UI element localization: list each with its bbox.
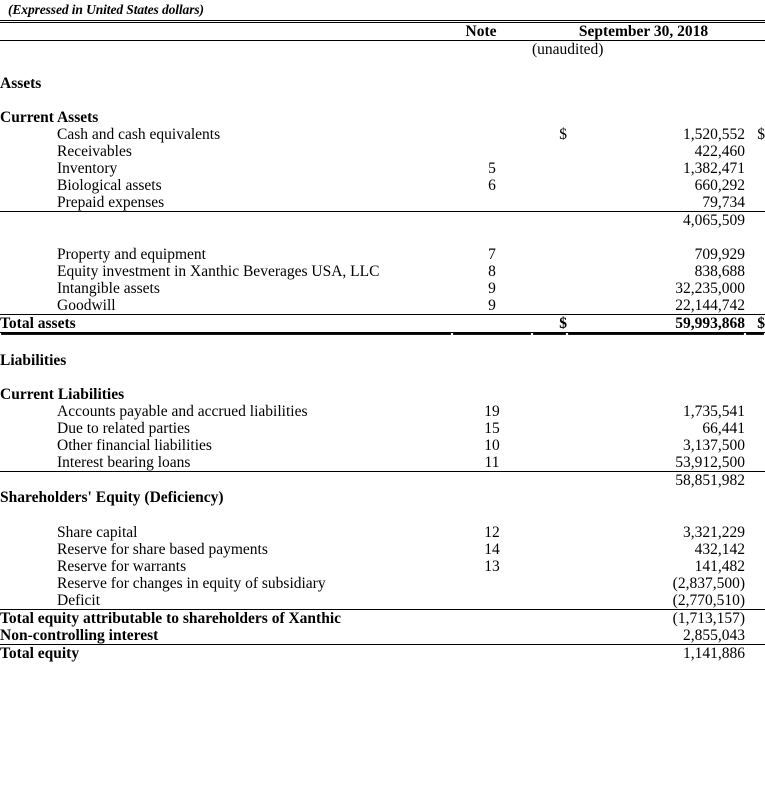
blank	[567, 75, 745, 92]
row-amount: 79,734	[567, 194, 745, 212]
row-note: 8	[488, 263, 496, 280]
row-currency-2: $	[757, 126, 765, 143]
blank	[745, 109, 765, 126]
row-amount: 422,460	[694, 143, 745, 160]
row-amount: 1,735,541	[683, 403, 745, 420]
row-currency-2	[745, 160, 765, 177]
audit-blank-cell	[0, 41, 452, 59]
row-currency	[532, 524, 567, 541]
blank	[452, 75, 532, 92]
blank	[567, 352, 745, 369]
subtotal-label	[0, 212, 452, 230]
total-label: Total equity attributable to shareholders of Xanthic	[0, 610, 342, 627]
row-amount: 53,912,500	[567, 454, 745, 472]
row-label: Inventory	[57, 160, 118, 177]
row-note: 15	[484, 420, 500, 437]
row-label: Intangible assets	[57, 280, 160, 297]
subtotal-amount: 58,851,982	[675, 472, 745, 489]
table-row	[0, 263, 765, 280]
row-currency	[532, 177, 567, 194]
row-currency-2	[745, 403, 765, 420]
section-title: Shareholders' Equity (Deficiency)	[0, 489, 224, 506]
total-note	[452, 315, 532, 333]
blank	[745, 489, 765, 506]
row-note	[452, 575, 532, 592]
row-note: 12	[484, 524, 500, 541]
total-note	[452, 645, 532, 663]
total-row-equity-attributable	[0, 610, 765, 628]
row-label: Other financial liabilities	[57, 437, 212, 454]
subtotal-label	[0, 472, 452, 490]
row-note: 9	[488, 280, 496, 297]
row-currency-2	[745, 263, 765, 280]
row-currency	[532, 437, 567, 454]
row-amount: (2,770,510)	[567, 592, 745, 610]
row-currency	[532, 263, 567, 280]
table-row	[0, 558, 765, 575]
row-label: Cash and cash equivalents	[57, 126, 221, 143]
total-amount: (1,713,157)	[672, 610, 745, 627]
row-note: 14	[484, 541, 500, 558]
table-row	[0, 403, 765, 420]
table-row	[0, 126, 765, 143]
table-row	[0, 177, 765, 194]
subtotal-currency	[532, 472, 567, 490]
spacer	[0, 58, 765, 75]
row-currency	[532, 143, 567, 160]
blank	[567, 489, 745, 506]
subtotal-row-current-assets	[0, 212, 765, 230]
row-currency-2	[745, 177, 765, 194]
section-heading-liabilities	[0, 352, 765, 369]
section-heading-equity	[0, 489, 765, 506]
blank	[745, 75, 765, 92]
subtitle-rule	[0, 20, 765, 21]
row-currency	[532, 575, 567, 592]
total-label: Total assets	[0, 315, 452, 333]
table-row	[0, 280, 765, 297]
row-label: Property and equipment	[57, 246, 206, 263]
row-label: Receivables	[57, 143, 132, 160]
row-currency-2	[745, 420, 765, 437]
row-note	[452, 143, 532, 160]
row-currency	[532, 403, 567, 420]
subtotal-row-current-liabilities	[0, 472, 765, 490]
row-label: Equity investment in Xanthic Beverages USA, LLC	[57, 263, 380, 280]
total-currency	[532, 645, 567, 663]
row-label: Interest bearing loans	[0, 454, 452, 472]
row-amount: 3,321,229	[683, 524, 745, 541]
row-currency-2	[745, 454, 765, 472]
row-amount: 66,441	[702, 420, 745, 437]
spacer	[0, 506, 765, 524]
row-amount: 141,482	[694, 558, 745, 575]
row-note: 10	[484, 437, 500, 454]
row-note: 5	[488, 160, 496, 177]
row-currency	[532, 194, 567, 212]
total-amount: 1,141,886	[683, 645, 745, 662]
total-row-non-controlling-interest	[0, 627, 765, 645]
row-currency-2	[745, 280, 765, 297]
audit-status-row	[0, 41, 765, 59]
total-currency-2	[745, 627, 765, 645]
subtotal-currency-2	[745, 212, 765, 230]
spacer	[0, 333, 765, 353]
row-amount: 660,292	[694, 177, 745, 194]
subtotal-note	[452, 472, 532, 490]
row-amount: 432,142	[694, 541, 745, 558]
audit-note-cell	[452, 41, 532, 59]
spacer	[0, 369, 765, 386]
row-label: Biological assets	[57, 177, 162, 194]
blank	[532, 75, 567, 92]
table-row	[0, 420, 765, 437]
total-currency	[532, 627, 567, 645]
row-amount: 709,929	[694, 246, 745, 263]
subtotal-amount: 4,065,509	[683, 212, 745, 229]
table-row	[0, 437, 765, 454]
total-currency-2: $	[745, 315, 765, 333]
row-label: Reserve for changes in equity of subsidiary	[57, 575, 326, 592]
row-label: Reserve for warrants	[57, 558, 187, 575]
row-label: Prepaid expenses	[0, 194, 452, 212]
row-currency: $	[559, 126, 567, 143]
subsection-heading-current-liabilities	[0, 386, 765, 403]
spacer	[0, 229, 765, 246]
row-note: 7	[488, 246, 496, 263]
row-note	[452, 194, 532, 212]
row-label: Accounts payable and accrued liabilities	[57, 403, 308, 420]
row-currency	[532, 420, 567, 437]
blank	[567, 109, 745, 126]
blank	[532, 386, 567, 403]
table-row	[0, 524, 765, 541]
row-amount: 3,137,500	[683, 437, 745, 454]
row-label: Goodwill	[0, 297, 452, 315]
row-currency-2	[745, 541, 765, 558]
row-currency	[532, 160, 567, 177]
row-currency-2	[745, 592, 765, 610]
blank	[452, 489, 532, 506]
total-currency: $	[532, 315, 567, 333]
total-currency	[532, 610, 567, 628]
row-currency	[532, 541, 567, 558]
total-note	[452, 627, 532, 645]
row-currency-2	[745, 558, 765, 575]
total-label: Non-controlling interest	[0, 627, 452, 645]
blank	[532, 489, 567, 506]
row-note: 11	[452, 454, 532, 472]
row-currency-2	[745, 246, 765, 263]
subtotal-currency-2	[745, 472, 765, 490]
row-note	[452, 592, 532, 610]
blank	[452, 109, 532, 126]
subsection-title: Current Assets	[0, 109, 99, 126]
row-label: Share capital	[57, 524, 138, 541]
total-amount: 59,993,868	[567, 315, 745, 333]
row-label: Deficit	[0, 592, 452, 610]
subsection-title: Current Liabilities	[0, 386, 125, 403]
section-title: Liabilities	[0, 352, 67, 369]
row-note: 13	[484, 558, 500, 575]
row-note: 6	[488, 177, 496, 194]
row-currency	[532, 454, 567, 472]
row-amount: 32,235,000	[675, 280, 745, 297]
total-currency-2	[745, 610, 765, 628]
row-amount: 1,382,471	[683, 160, 745, 177]
table-row	[0, 297, 765, 315]
row-note: 19	[484, 403, 500, 420]
currency-basis-note: (Expressed in United States dollars)	[8, 2, 204, 17]
table-row	[0, 592, 765, 610]
row-amount: 838,688	[694, 263, 745, 280]
blank	[745, 386, 765, 403]
row-currency-2	[745, 575, 765, 592]
total-row-assets	[0, 315, 765, 333]
subsection-heading-current-assets	[0, 109, 765, 126]
row-currency-2	[745, 437, 765, 454]
row-note	[452, 126, 532, 143]
row-currency	[532, 558, 567, 575]
row-currency	[532, 592, 567, 610]
blank	[745, 352, 765, 369]
row-amount: (2,837,500)	[672, 575, 745, 592]
row-currency-2	[745, 143, 765, 160]
row-currency	[532, 280, 567, 297]
blank	[452, 352, 532, 369]
total-note	[452, 610, 532, 628]
blank	[532, 109, 567, 126]
financial-statement-table	[0, 22, 765, 662]
audit-status: (unaudited)	[532, 41, 604, 58]
section-title: Assets	[0, 75, 42, 92]
table-row	[0, 143, 765, 160]
blank	[452, 386, 532, 403]
table-row	[0, 194, 765, 212]
spacer	[0, 92, 765, 109]
row-currency-2	[745, 524, 765, 541]
blank	[567, 386, 745, 403]
header-blank-cell	[0, 23, 452, 41]
table-row	[0, 160, 765, 177]
total-currency-2	[745, 645, 765, 663]
subtotal-note	[452, 212, 532, 230]
total-label: Total equity	[0, 645, 80, 662]
blank	[532, 352, 567, 369]
row-currency	[532, 246, 567, 263]
table-row	[0, 246, 765, 263]
table-row	[0, 541, 765, 558]
subtotal-currency	[532, 212, 567, 230]
row-amount: 22,144,742	[567, 297, 745, 315]
row-label: Reserve for share based payments	[57, 541, 268, 558]
row-currency-2	[745, 297, 765, 315]
header-note-label: Note	[452, 23, 532, 41]
table-header-row	[0, 23, 765, 41]
table-row	[0, 575, 765, 592]
header-date-label: September 30, 2018	[532, 23, 765, 41]
total-amount: 2,855,043	[567, 627, 745, 645]
section-heading-assets	[0, 75, 765, 92]
row-currency	[532, 297, 567, 315]
row-amount: 1,520,552	[683, 126, 745, 143]
row-currency-2	[745, 194, 765, 212]
row-label: Due to related parties	[57, 420, 190, 437]
table-row	[0, 454, 765, 472]
row-note: 9	[452, 297, 532, 315]
total-row-total-equity	[0, 645, 765, 663]
